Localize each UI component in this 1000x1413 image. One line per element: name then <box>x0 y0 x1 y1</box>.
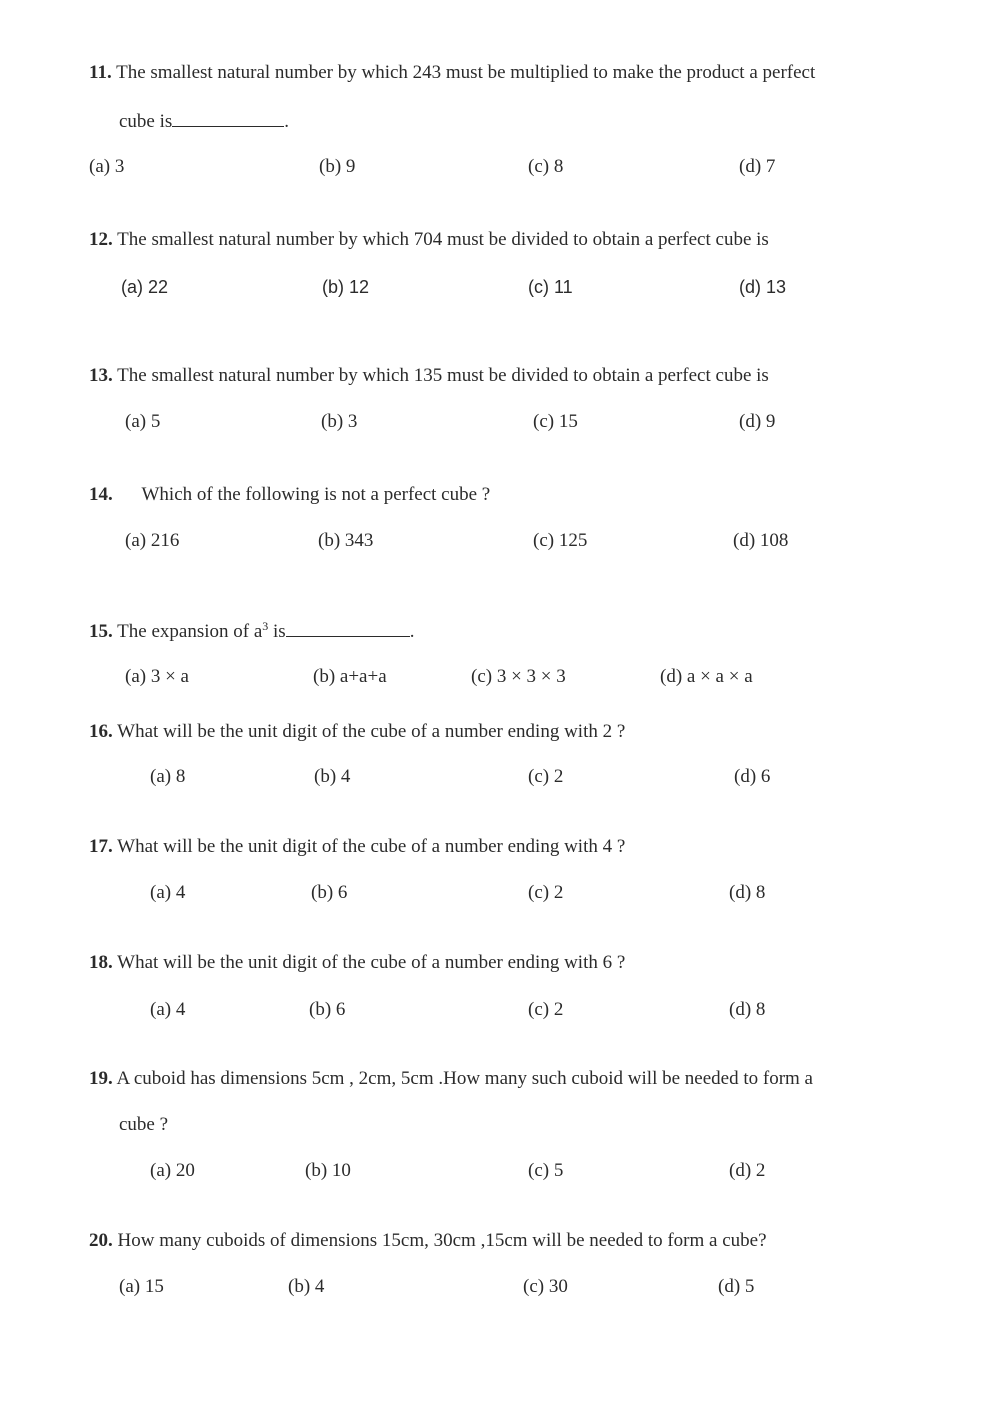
question-text-continued: cube is <box>119 111 173 132</box>
option-a: (a) 216 <box>125 530 180 551</box>
option-a: (a) 8 <box>150 766 186 787</box>
question-20 <box>89 1231 767 1250</box>
option-d: (d) 8 <box>729 999 766 1020</box>
question-text: What will be the unit digit of the cube of a number ending with 2 ? <box>117 721 626 742</box>
superscript-exponent: 3 <box>262 619 269 633</box>
option-c: (c) 2 <box>528 999 564 1020</box>
option-d: (d) 6 <box>734 766 771 787</box>
question-17 <box>89 837 625 856</box>
option-c: (c) 125 <box>533 530 588 551</box>
option-b: (b) 12 <box>322 277 370 297</box>
question-text: The smallest natural number by which 135 must be divided to obtain a perfect cube is <box>117 365 769 386</box>
question-12 <box>89 230 769 249</box>
question-number: 18. <box>89 952 113 973</box>
question-number: 17. <box>89 836 113 857</box>
option-a: (a) 15 <box>119 1276 164 1297</box>
option-b: (b) 4 <box>314 766 351 787</box>
option-b: (b) 6 <box>311 882 348 903</box>
option-d: (d) 5 <box>718 1276 755 1297</box>
question-number: 19. <box>89 1068 113 1089</box>
option-c: (c) 15 <box>533 411 578 432</box>
answer-blank <box>172 110 284 127</box>
option-c: (c) 3 × 3 × 3 <box>471 666 566 687</box>
option-c: (c) 11 <box>528 277 573 297</box>
question-19-line-2 <box>119 1115 168 1134</box>
question-text: The smallest natural number by which 243 must be multiplied to make the product a perfect <box>116 62 816 83</box>
question-text-continued: is <box>268 621 286 642</box>
question-19-line-1 <box>89 1069 813 1088</box>
question-13 <box>89 366 769 385</box>
question-text: How many cuboids of dimensions 15cm, 30cm ,15cm will be needed to form a cube? <box>117 1230 767 1251</box>
question-text-end: . <box>409 621 415 642</box>
question-number: 20. <box>89 1230 113 1251</box>
option-a: (a) 3 <box>89 156 125 177</box>
option-d: (d) 13 <box>739 277 787 297</box>
option-d: (d) 8 <box>729 882 766 903</box>
answer-blank <box>286 620 410 637</box>
option-b: (b) 10 <box>305 1160 351 1181</box>
question-text: What will be the unit digit of the cube of a number ending with 6 ? <box>117 952 626 973</box>
question-11-line-1 <box>89 63 815 82</box>
option-a: (a) 20 <box>150 1160 195 1181</box>
question-text: A cuboid has dimensions 5cm , 2cm, 5cm .How many such cuboid will be needed to form a <box>116 1068 813 1089</box>
option-b: (b) 4 <box>288 1276 325 1297</box>
question-text: What will be the unit digit of the cube of a number ending with 4 ? <box>117 836 626 857</box>
option-d: (d) a × a × a <box>660 666 753 687</box>
question-16 <box>89 722 625 741</box>
question-text-end: . <box>284 111 290 132</box>
question-11-line-2 <box>119 110 289 131</box>
question-14 <box>89 485 490 504</box>
option-c: (c) 30 <box>523 1276 568 1297</box>
option-c: (c) 2 <box>528 766 564 787</box>
question-text: The expansion of a <box>117 621 263 642</box>
option-b: (b) 3 <box>321 411 358 432</box>
question-text: The smallest natural number by which 704 must be divided to obtain a perfect cube is <box>117 229 769 250</box>
option-a: (a) 3 × a <box>125 666 189 687</box>
option-a: (a) 5 <box>125 411 161 432</box>
question-18 <box>89 953 625 972</box>
option-d: (d) 7 <box>739 156 776 177</box>
option-a: (a) 4 <box>150 999 186 1020</box>
question-number: 11. <box>89 62 112 83</box>
option-c: (c) 2 <box>528 882 564 903</box>
question-text-continued: cube ? <box>119 1114 169 1135</box>
option-b: (b) 6 <box>309 999 346 1020</box>
option-a: (a) 22 <box>121 277 169 297</box>
question-number: 15. <box>89 621 113 642</box>
question-number: 13. <box>89 365 113 386</box>
option-b: (b) 343 <box>318 530 374 551</box>
option-c: (c) 5 <box>528 1160 564 1181</box>
option-a: (a) 4 <box>150 882 186 903</box>
option-d: (d) 9 <box>739 411 776 432</box>
question-text: Which of the following is not a perfect cube ? <box>141 484 491 505</box>
option-d: (d) 108 <box>733 530 789 551</box>
question-number: 14. <box>89 484 113 505</box>
option-b: (b) 9 <box>319 156 356 177</box>
option-b: (b) a+a+a <box>313 666 387 687</box>
question-number: 12. <box>89 229 113 250</box>
option-c: (c) 8 <box>528 156 564 177</box>
question-15 <box>89 620 414 641</box>
option-d: (d) 2 <box>729 1160 766 1181</box>
question-number: 16. <box>89 721 113 742</box>
